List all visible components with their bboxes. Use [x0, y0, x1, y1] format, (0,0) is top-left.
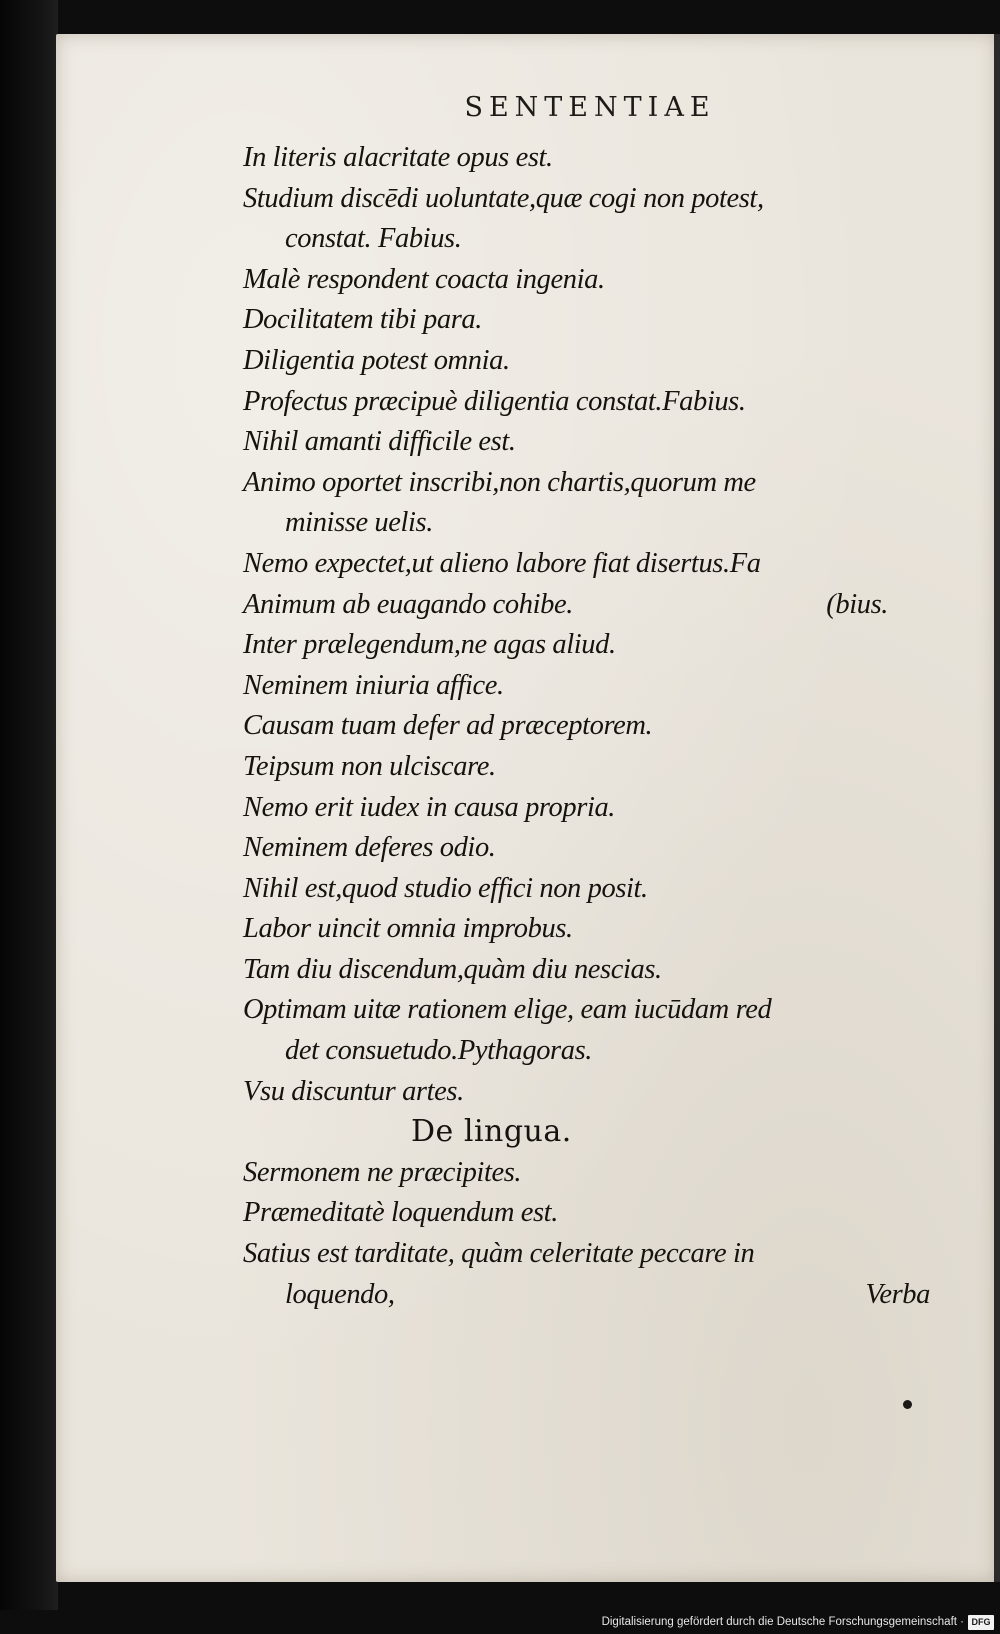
- text-line: In literis alacritate opus est.: [243, 142, 553, 173]
- dfg-logo: DFG: [968, 1615, 994, 1630]
- text-line: Vsu discuntur artes.: [243, 1075, 464, 1107]
- book-spine-shadow: [0, 0, 58, 1610]
- text-line: Sermonem ne præcipites.: [243, 1156, 522, 1188]
- text-line: Docilitatem tibi para.: [243, 304, 482, 336]
- text-line: [243, 585, 888, 626]
- catchword: Verba: [865, 1278, 930, 1310]
- text-line: Tam diu discendum,quàm diu nescias.: [243, 953, 662, 985]
- text-line: Teipsum non ulciscare.: [243, 750, 496, 782]
- text-line-continuation: (bius.: [826, 588, 888, 620]
- section-heading: De lingua.: [411, 1114, 572, 1150]
- text-block: [243, 138, 930, 1315]
- text-line: Nemo expectet,ut alieno labore fiat disertus.Fa: [243, 547, 761, 579]
- page-edge: [994, 34, 1000, 1582]
- text-line: Causam tuam defer ad præceptorem.: [243, 710, 653, 742]
- text-line: Diligentia potest omnia.: [243, 344, 510, 376]
- text-line: Malè respondent coacta ingenia.: [243, 263, 605, 295]
- footer-credit: Digitalisierung gefördert durch die Deutsche Forschungsgemeinschaft ·: [601, 1616, 964, 1628]
- text-line: Satius est tarditate, quàm celeritate peccare in: [243, 1238, 755, 1270]
- text-line: Neminem deferes odio.: [243, 832, 496, 864]
- text-line: Nemo erit iudex in causa propria.: [243, 791, 616, 823]
- text-line-main: Animum ab euagando cohibe.: [243, 588, 573, 620]
- text-line: Nihil amanti difficile est.: [243, 426, 516, 458]
- text-line-main: loquendo,: [285, 1278, 395, 1310]
- text-line: Nihil est,quod studio effici non posit.: [243, 872, 648, 904]
- text-line: Profectus præcipuè diligentia constat.Fabius.: [243, 385, 746, 417]
- running-head: SENTENTIAE: [464, 92, 716, 123]
- text-line: Inter prælegendum,ne agas aliud.: [243, 629, 616, 661]
- text-line: Studium discēdi uoluntate,quæ cogi non potest,: [243, 182, 764, 214]
- text-line: det consuetudo.Pythagoras.: [285, 1035, 593, 1067]
- text-line: constat. Fabius.: [285, 223, 462, 255]
- text-line: Præmeditatè loquendum est.: [243, 1197, 558, 1229]
- text-line: Labor uincit omnia improbus.: [243, 913, 573, 945]
- text-line: Neminem iniuria affice.: [243, 669, 504, 701]
- text-line: Animo oportet inscribi,non chartis,quorum me: [243, 466, 756, 498]
- text-line: [243, 1275, 930, 1316]
- text-line: Optimam uitæ rationem elige, eam iucūdam red: [243, 994, 772, 1026]
- text-line: minisse uelis.: [285, 507, 433, 539]
- ink-mark: [903, 1400, 912, 1409]
